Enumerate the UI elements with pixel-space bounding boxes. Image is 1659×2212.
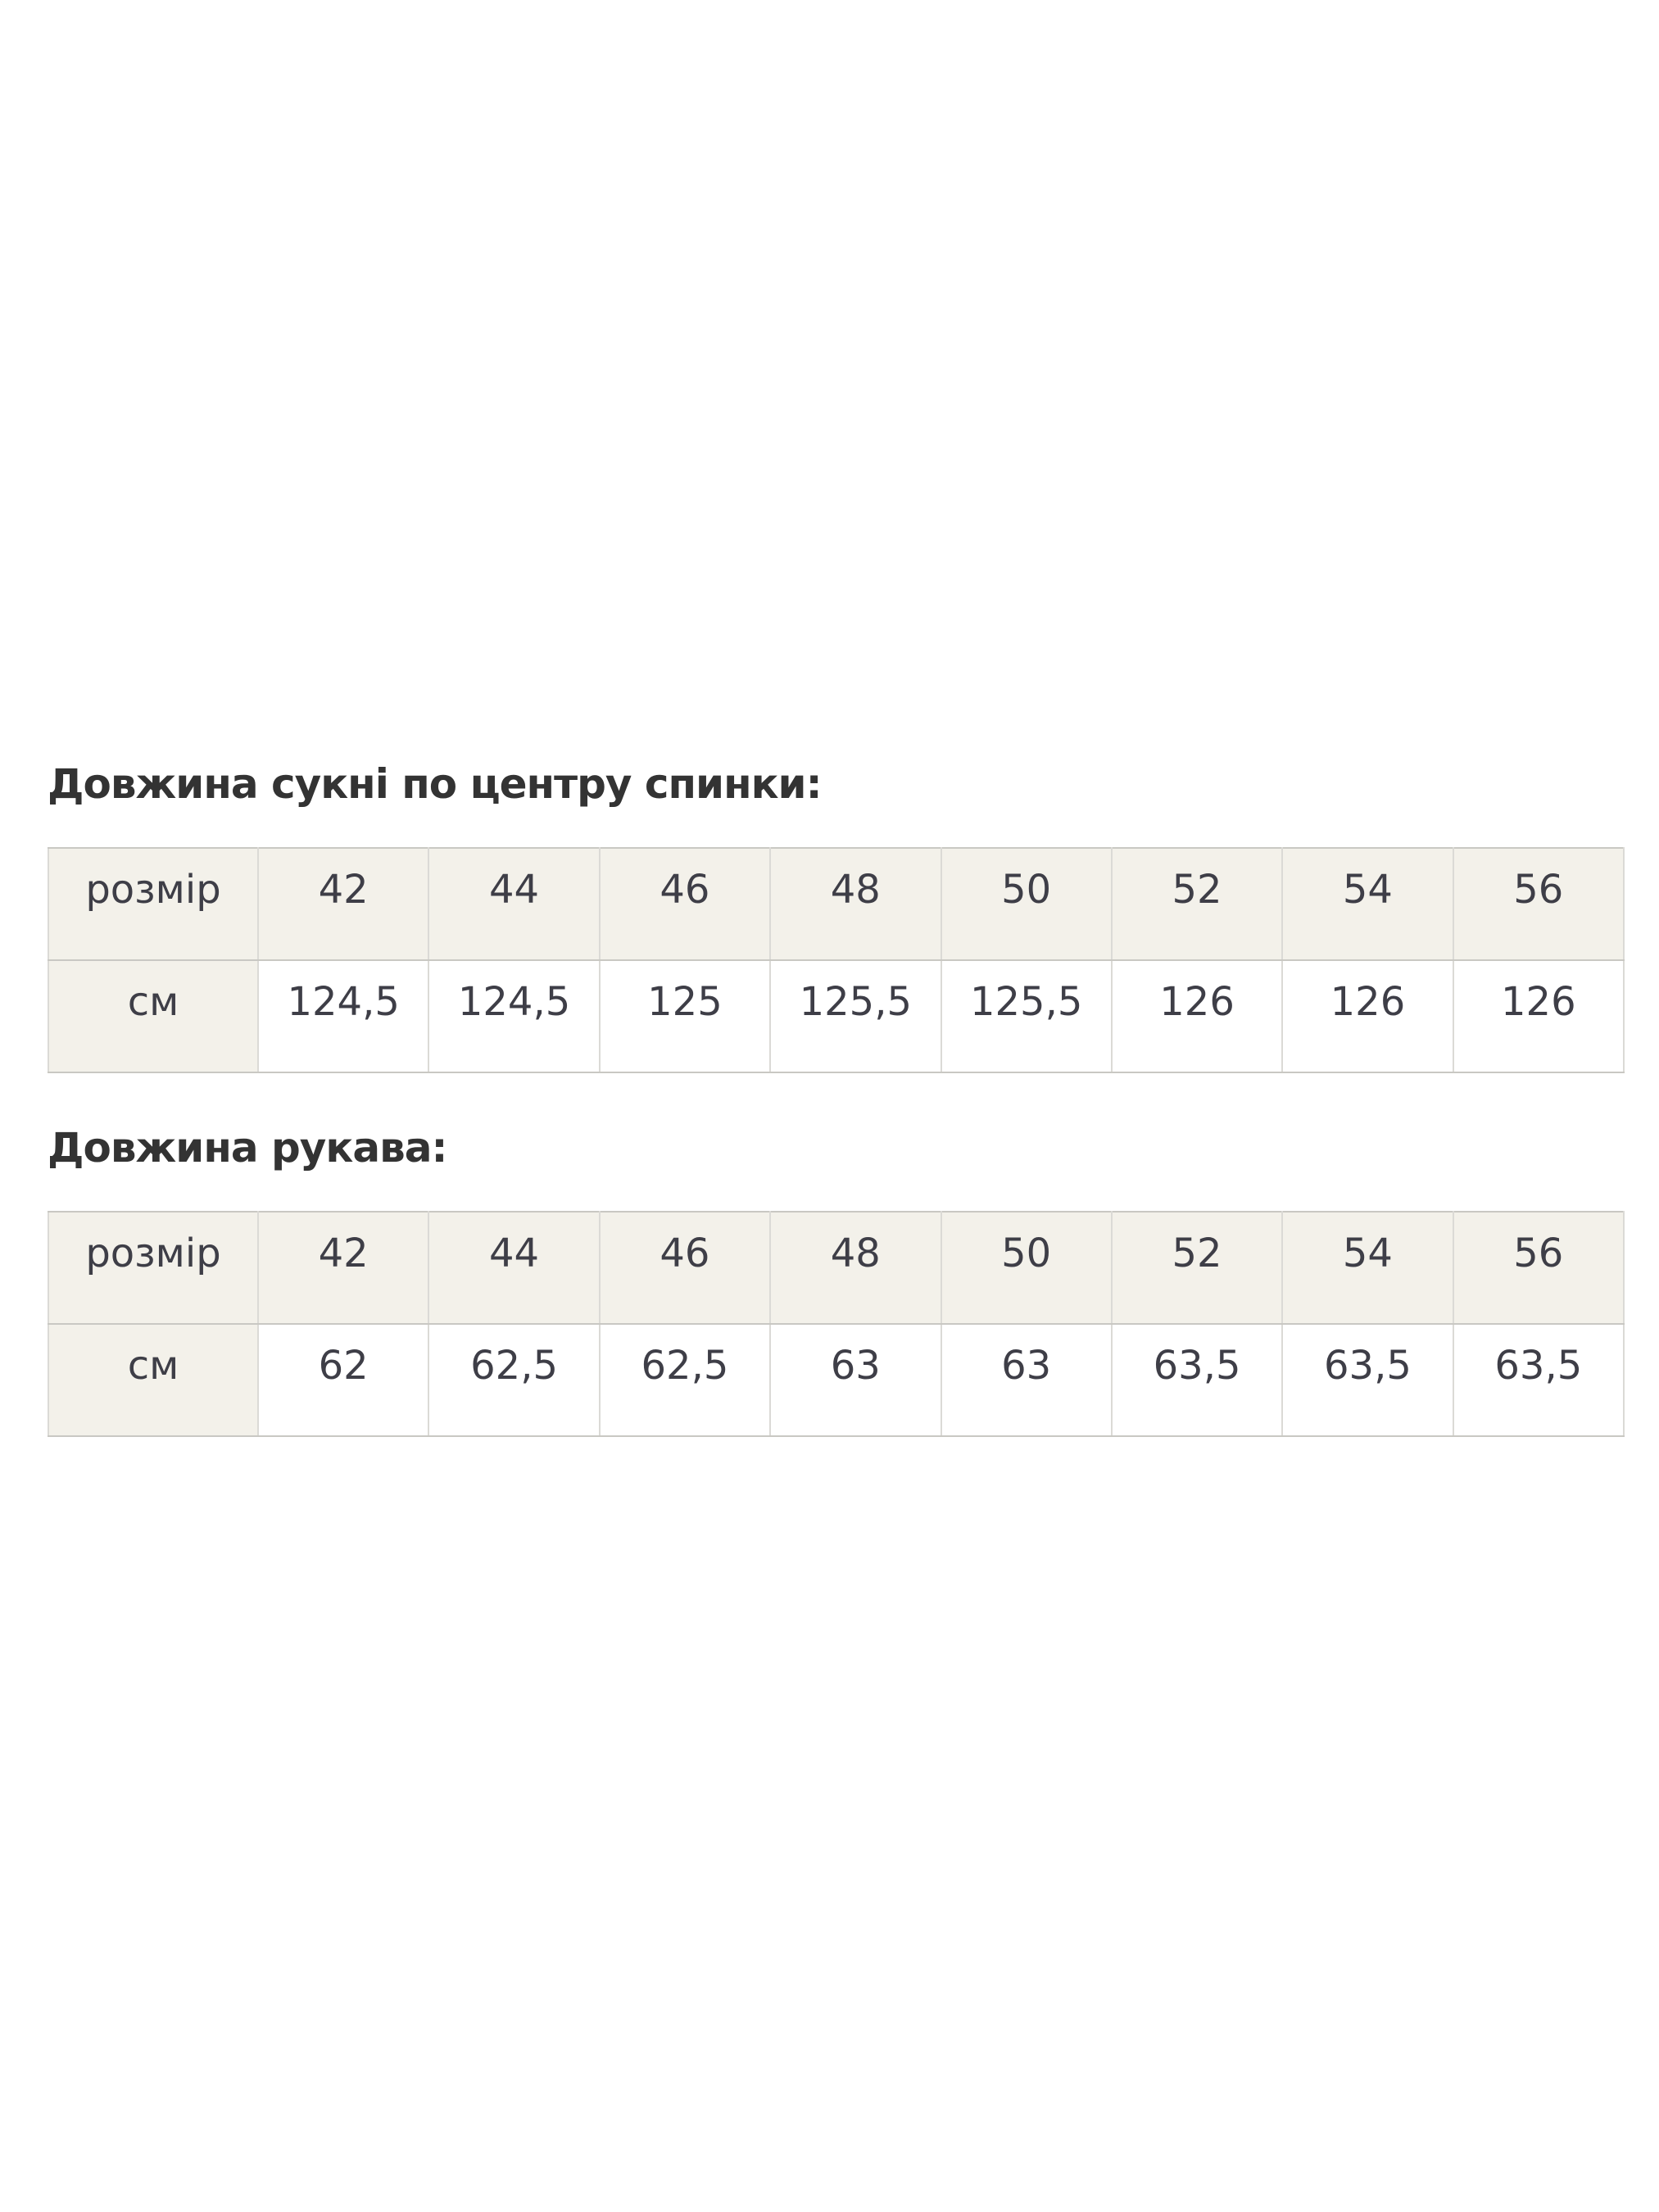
value-cell: 125,5: [941, 960, 1112, 1072]
size-cell: 46: [600, 1212, 770, 1324]
size-row-label: розмір: [48, 1212, 258, 1324]
size-cell: 42: [258, 848, 428, 960]
size-cell: 42: [258, 1212, 428, 1324]
value-cell: 63: [941, 1324, 1112, 1436]
value-cell: 126: [1282, 960, 1453, 1072]
value-cell: 63,5: [1453, 1324, 1624, 1436]
size-cell: 48: [770, 848, 941, 960]
cm-value-row: [48, 1324, 1624, 1436]
size-cell: 56: [1453, 1212, 1624, 1324]
dress-length-section: [48, 760, 1626, 1073]
size-cell: 48: [770, 1212, 941, 1324]
dress-length-heading: Довжина сукні по центру спинки:: [48, 760, 822, 808]
size-cell: 44: [428, 1212, 599, 1324]
value-cell: 126: [1453, 960, 1624, 1072]
size-cell: 54: [1282, 848, 1453, 960]
sleeve-length-section: [48, 1124, 1626, 1437]
size-cell: 50: [941, 848, 1112, 960]
value-cell: 62,5: [428, 1324, 599, 1436]
cm-value-row: [48, 960, 1624, 1072]
value-cell: 126: [1112, 960, 1282, 1072]
sleeve-length-heading: Довжина рукава:: [48, 1124, 447, 1172]
size-row-label: розмір: [48, 848, 258, 960]
size-cell: 46: [600, 848, 770, 960]
size-cell: 44: [428, 848, 599, 960]
value-cell: 125: [600, 960, 770, 1072]
value-cell: 63,5: [1112, 1324, 1282, 1436]
value-cell: 62: [258, 1324, 428, 1436]
size-cell: 52: [1112, 848, 1282, 960]
size-cell: 54: [1282, 1212, 1453, 1324]
value-cell: 124,5: [428, 960, 599, 1072]
dress-length-table: [48, 847, 1625, 1073]
value-cell: 62,5: [600, 1324, 770, 1436]
value-cell: 63,5: [1282, 1324, 1453, 1436]
value-cell: 124,5: [258, 960, 428, 1072]
size-header-row: [48, 1212, 1624, 1324]
size-cell: 56: [1453, 848, 1624, 960]
sleeve-length-table: [48, 1211, 1625, 1437]
size-cell: 52: [1112, 1212, 1282, 1324]
size-header-row: [48, 848, 1624, 960]
unit-row-label: см: [48, 960, 258, 1072]
value-cell: 125,5: [770, 960, 941, 1072]
unit-row-label: см: [48, 1324, 258, 1436]
size-cell: 50: [941, 1212, 1112, 1324]
value-cell: 63: [770, 1324, 941, 1436]
